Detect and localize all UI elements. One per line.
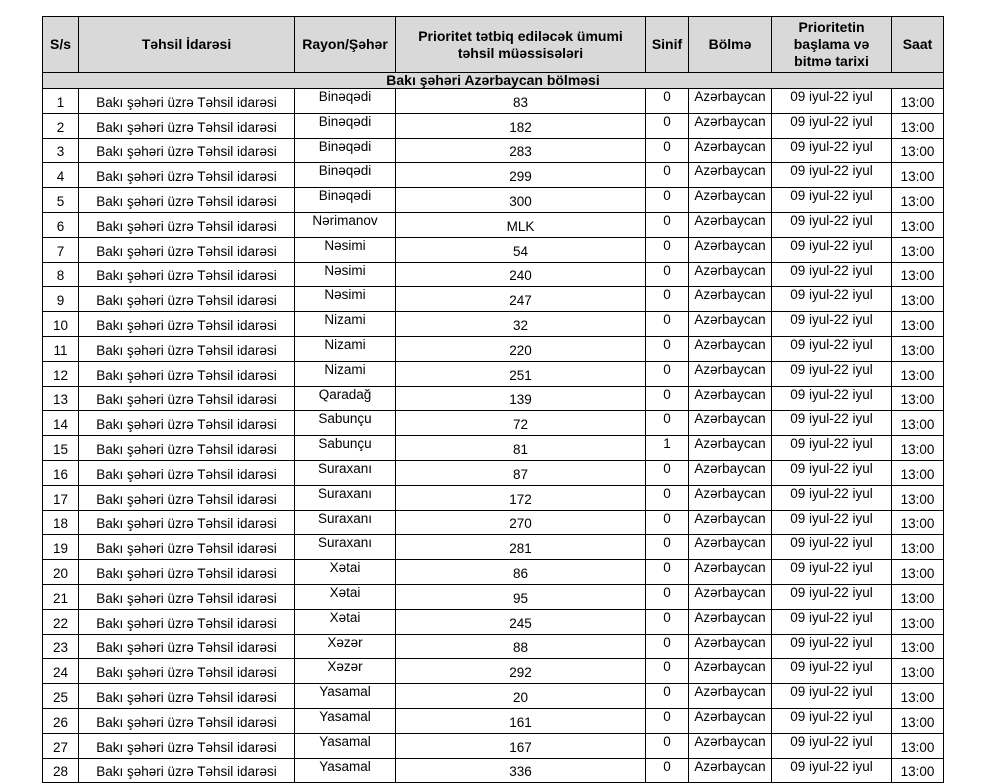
table-row	[43, 113, 944, 138]
table-row	[43, 287, 944, 312]
cell-section: Azərbaycan	[689, 460, 772, 485]
cell-ss: 11	[43, 336, 79, 361]
cell-office: Bakı şəhəri üzrə Təhsil idarəsi	[79, 411, 295, 436]
cell-time: 13:00	[892, 287, 944, 312]
cell-dates: 09 iyul-22 iyul	[772, 411, 892, 436]
cell-time: 13:00	[892, 312, 944, 337]
cell-office: Bakı şəhəri üzrə Təhsil idarəsi	[79, 659, 295, 684]
cell-dates: 09 iyul-22 iyul	[772, 634, 892, 659]
cell-ss: 17	[43, 485, 79, 510]
table-row	[43, 535, 944, 560]
header-section: Bölmə	[689, 17, 772, 73]
cell-time: 13:00	[892, 758, 944, 783]
table-row	[43, 262, 944, 287]
cell-dates: 09 iyul-22 iyul	[772, 336, 892, 361]
cell-school: 283	[396, 138, 646, 163]
cell-grade: 0	[646, 485, 689, 510]
table-row	[43, 336, 944, 361]
cell-district: Yasamal	[295, 684, 396, 709]
cell-school: 20	[396, 684, 646, 709]
header-grade: Sinif	[646, 17, 689, 73]
cell-section: Azərbaycan	[689, 312, 772, 337]
cell-dates: 09 iyul-22 iyul	[772, 758, 892, 783]
cell-section: Azərbaycan	[689, 535, 772, 560]
cell-school: 240	[396, 262, 646, 287]
cell-district: Nizami	[295, 361, 396, 386]
cell-office: Bakı şəhəri üzrə Təhsil idarəsi	[79, 535, 295, 560]
header-dates-line2: başlama və	[793, 36, 870, 52]
cell-district: Nəsimi	[295, 262, 396, 287]
cell-time: 13:00	[892, 485, 944, 510]
table-row	[43, 758, 944, 783]
cell-ss: 1	[43, 89, 79, 114]
cell-school: 299	[396, 163, 646, 188]
cell-section: Azərbaycan	[689, 262, 772, 287]
cell-school: 54	[396, 237, 646, 262]
cell-school: 87	[396, 460, 646, 485]
cell-time: 13:00	[892, 733, 944, 758]
cell-office: Bakı şəhəri üzrə Təhsil idarəsi	[79, 262, 295, 287]
cell-grade: 0	[646, 634, 689, 659]
cell-office: Bakı şəhəri üzrə Təhsil idarəsi	[79, 361, 295, 386]
cell-section: Azərbaycan	[689, 510, 772, 535]
cell-school: 72	[396, 411, 646, 436]
cell-school: 83	[396, 89, 646, 114]
cell-section: Azərbaycan	[689, 287, 772, 312]
cell-office: Bakı şəhəri üzrə Təhsil idarəsi	[79, 237, 295, 262]
cell-section: Azərbaycan	[689, 609, 772, 634]
cell-dates: 09 iyul-22 iyul	[772, 138, 892, 163]
cell-time: 13:00	[892, 436, 944, 461]
cell-office: Bakı şəhəri üzrə Təhsil idarəsi	[79, 510, 295, 535]
table-row	[43, 684, 944, 709]
cell-time: 13:00	[892, 386, 944, 411]
cell-ss: 13	[43, 386, 79, 411]
document-page	[42, 16, 944, 783]
cell-section: Azərbaycan	[689, 212, 772, 237]
cell-office: Bakı şəhəri üzrə Təhsil idarəsi	[79, 460, 295, 485]
cell-section: Azərbaycan	[689, 237, 772, 262]
cell-grade: 0	[646, 386, 689, 411]
cell-ss: 8	[43, 262, 79, 287]
cell-school: 86	[396, 560, 646, 585]
cell-district: Suraxanı	[295, 460, 396, 485]
cell-district: Nizami	[295, 336, 396, 361]
cell-district: Nizami	[295, 312, 396, 337]
cell-time: 13:00	[892, 609, 944, 634]
cell-school: 139	[396, 386, 646, 411]
cell-ss: 20	[43, 560, 79, 585]
cell-school: 245	[396, 609, 646, 634]
cell-section: Azərbaycan	[689, 684, 772, 709]
cell-ss: 4	[43, 163, 79, 188]
table-row	[43, 485, 944, 510]
cell-school: 247	[396, 287, 646, 312]
cell-dates: 09 iyul-22 iyul	[772, 212, 892, 237]
cell-ss: 19	[43, 535, 79, 560]
cell-dates: 09 iyul-22 iyul	[772, 312, 892, 337]
cell-school: 182	[396, 113, 646, 138]
cell-school: 161	[396, 708, 646, 733]
cell-ss: 18	[43, 510, 79, 535]
table-row	[43, 659, 944, 684]
cell-grade: 0	[646, 460, 689, 485]
cell-ss: 15	[43, 436, 79, 461]
table-row	[43, 386, 944, 411]
cell-dates: 09 iyul-22 iyul	[772, 733, 892, 758]
cell-dates: 09 iyul-22 iyul	[772, 436, 892, 461]
cell-ss: 25	[43, 684, 79, 709]
cell-section: Azərbaycan	[689, 411, 772, 436]
cell-district: Sabunçu	[295, 411, 396, 436]
cell-district: Xətai	[295, 584, 396, 609]
cell-district: Yasamal	[295, 733, 396, 758]
cell-district: Nərimanov	[295, 212, 396, 237]
cell-time: 13:00	[892, 89, 944, 114]
cell-dates: 09 iyul-22 iyul	[772, 188, 892, 213]
cell-school: MLK	[396, 212, 646, 237]
cell-office: Bakı şəhəri üzrə Təhsil idarəsi	[79, 287, 295, 312]
cell-ss: 12	[43, 361, 79, 386]
cell-dates: 09 iyul-22 iyul	[772, 535, 892, 560]
cell-ss: 27	[43, 733, 79, 758]
cell-section: Azərbaycan	[689, 113, 772, 138]
cell-office: Bakı şəhəri üzrə Təhsil idarəsi	[79, 138, 295, 163]
table-row	[43, 361, 944, 386]
table-row	[43, 212, 944, 237]
header-time: Saat	[892, 17, 944, 73]
cell-time: 13:00	[892, 510, 944, 535]
cell-office: Bakı şəhəri üzrə Təhsil idarəsi	[79, 485, 295, 510]
cell-ss: 28	[43, 758, 79, 783]
header-office: Təhsil İdarəsi	[79, 17, 295, 73]
cell-time: 13:00	[892, 535, 944, 560]
header-dates-line3: bitmə tarixi	[794, 53, 869, 69]
cell-dates: 09 iyul-22 iyul	[772, 609, 892, 634]
cell-section: Azərbaycan	[689, 659, 772, 684]
cell-district: Xəzər	[295, 659, 396, 684]
cell-office: Bakı şəhəri üzrə Təhsil idarəsi	[79, 684, 295, 709]
cell-office: Bakı şəhəri üzrə Təhsil idarəsi	[79, 758, 295, 783]
cell-ss: 9	[43, 287, 79, 312]
header-dates-line1: Prioritetin	[798, 19, 865, 35]
cell-section: Azərbaycan	[689, 336, 772, 361]
cell-time: 13:00	[892, 684, 944, 709]
cell-district: Xətai	[295, 609, 396, 634]
header-ss: S/s	[43, 17, 79, 73]
cell-time: 13:00	[892, 460, 944, 485]
cell-section: Azərbaycan	[689, 485, 772, 510]
cell-time: 13:00	[892, 163, 944, 188]
cell-time: 13:00	[892, 237, 944, 262]
cell-dates: 09 iyul-22 iyul	[772, 510, 892, 535]
cell-grade: 0	[646, 312, 689, 337]
cell-section: Azərbaycan	[689, 163, 772, 188]
cell-office: Bakı şəhəri üzrə Təhsil idarəsi	[79, 560, 295, 585]
cell-grade: 0	[646, 684, 689, 709]
cell-school: 88	[396, 634, 646, 659]
header-school-line1: Prioritet tətbiq ediləcək ümumi	[418, 27, 623, 44]
cell-district: Nəsimi	[295, 287, 396, 312]
cell-district: Binəqədi	[295, 113, 396, 138]
cell-school: 172	[396, 485, 646, 510]
cell-grade: 0	[646, 163, 689, 188]
cell-grade: 0	[646, 510, 689, 535]
cell-section: Azərbaycan	[689, 584, 772, 609]
cell-district: Binəqədi	[295, 138, 396, 163]
table-row	[43, 411, 944, 436]
cell-time: 13:00	[892, 708, 944, 733]
cell-district: Binəqədi	[295, 163, 396, 188]
cell-grade: 0	[646, 535, 689, 560]
cell-district: Suraxanı	[295, 510, 396, 535]
cell-office: Bakı şəhəri üzrə Təhsil idarəsi	[79, 212, 295, 237]
cell-dates: 09 iyul-22 iyul	[772, 708, 892, 733]
cell-grade: 0	[646, 113, 689, 138]
cell-time: 13:00	[892, 411, 944, 436]
cell-district: Yasamal	[295, 758, 396, 783]
cell-grade: 0	[646, 708, 689, 733]
cell-dates: 09 iyul-22 iyul	[772, 113, 892, 138]
table-row	[43, 609, 944, 634]
table-row	[43, 584, 944, 609]
cell-time: 13:00	[892, 262, 944, 287]
table-row	[43, 733, 944, 758]
cell-grade: 0	[646, 361, 689, 386]
cell-dates: 09 iyul-22 iyul	[772, 262, 892, 287]
cell-office: Bakı şəhəri üzrə Təhsil idarəsi	[79, 708, 295, 733]
cell-time: 13:00	[892, 336, 944, 361]
cell-time: 13:00	[892, 113, 944, 138]
section-title: Bakı şəhəri Azərbaycan bölməsi	[43, 73, 944, 89]
header-school	[396, 17, 646, 73]
cell-district: Suraxanı	[295, 485, 396, 510]
table-row	[43, 312, 944, 337]
cell-grade: 0	[646, 659, 689, 684]
cell-section: Azərbaycan	[689, 138, 772, 163]
cell-office: Bakı şəhəri üzrə Təhsil idarəsi	[79, 163, 295, 188]
cell-grade: 0	[646, 188, 689, 213]
cell-school: 281	[396, 535, 646, 560]
cell-section: Azərbaycan	[689, 361, 772, 386]
cell-ss: 10	[43, 312, 79, 337]
cell-school: 270	[396, 510, 646, 535]
cell-dates: 09 iyul-22 iyul	[772, 361, 892, 386]
cell-school: 95	[396, 584, 646, 609]
cell-grade: 0	[646, 584, 689, 609]
cell-school: 81	[396, 436, 646, 461]
table-row	[43, 708, 944, 733]
table-row	[43, 237, 944, 262]
cell-office: Bakı şəhəri üzrə Təhsil idarəsi	[79, 386, 295, 411]
cell-office: Bakı şəhəri üzrə Təhsil idarəsi	[79, 609, 295, 634]
cell-district: Sabunçu	[295, 436, 396, 461]
cell-ss: 21	[43, 584, 79, 609]
cell-section: Azərbaycan	[689, 436, 772, 461]
cell-office: Bakı şəhəri üzrə Təhsil idarəsi	[79, 584, 295, 609]
cell-school: 251	[396, 361, 646, 386]
cell-dates: 09 iyul-22 iyul	[772, 386, 892, 411]
cell-district: Nəsimi	[295, 237, 396, 262]
header-dates	[772, 17, 892, 73]
cell-office: Bakı şəhəri üzrə Təhsil idarəsi	[79, 336, 295, 361]
cell-office: Bakı şəhəri üzrə Təhsil idarəsi	[79, 634, 295, 659]
cell-district: Binəqədi	[295, 89, 396, 114]
cell-time: 13:00	[892, 584, 944, 609]
cell-ss: 2	[43, 113, 79, 138]
cell-grade: 0	[646, 336, 689, 361]
cell-ss: 5	[43, 188, 79, 213]
cell-grade: 1	[646, 436, 689, 461]
cell-dates: 09 iyul-22 iyul	[772, 485, 892, 510]
cell-ss: 22	[43, 609, 79, 634]
cell-section: Azərbaycan	[689, 560, 772, 585]
cell-district: Binəqədi	[295, 188, 396, 213]
cell-time: 13:00	[892, 659, 944, 684]
cell-district: Xəzər	[295, 634, 396, 659]
cell-office: Bakı şəhəri üzrə Təhsil idarəsi	[79, 436, 295, 461]
cell-time: 13:00	[892, 212, 944, 237]
cell-grade: 0	[646, 560, 689, 585]
cell-section: Azərbaycan	[689, 89, 772, 114]
table-header	[43, 17, 944, 73]
cell-district: Xətai	[295, 560, 396, 585]
cell-time: 13:00	[892, 138, 944, 163]
table-row	[43, 510, 944, 535]
cell-dates: 09 iyul-22 iyul	[772, 460, 892, 485]
cell-grade: 0	[646, 609, 689, 634]
table-row	[43, 460, 944, 485]
cell-office: Bakı şəhəri üzrə Təhsil idarəsi	[79, 89, 295, 114]
table-row	[43, 163, 944, 188]
cell-grade: 0	[646, 89, 689, 114]
cell-grade: 0	[646, 758, 689, 783]
cell-section: Azərbaycan	[689, 188, 772, 213]
table-row	[43, 436, 944, 461]
cell-ss: 6	[43, 212, 79, 237]
header-district: Rayon/Şəhər	[295, 17, 396, 73]
cell-office: Bakı şəhəri üzrə Təhsil idarəsi	[79, 733, 295, 758]
cell-grade: 0	[646, 733, 689, 758]
cell-section: Azərbaycan	[689, 386, 772, 411]
cell-school: 220	[396, 336, 646, 361]
cell-school: 32	[396, 312, 646, 337]
cell-district: Suraxanı	[295, 535, 396, 560]
cell-dates: 09 iyul-22 iyul	[772, 89, 892, 114]
table-row	[43, 634, 944, 659]
cell-school: 336	[396, 758, 646, 783]
table-row	[43, 89, 944, 114]
cell-section: Azərbaycan	[689, 708, 772, 733]
cell-ss: 14	[43, 411, 79, 436]
cell-school: 292	[396, 659, 646, 684]
cell-dates: 09 iyul-22 iyul	[772, 684, 892, 709]
cell-ss: 23	[43, 634, 79, 659]
cell-office: Bakı şəhəri üzrə Təhsil idarəsi	[79, 188, 295, 213]
cell-time: 13:00	[892, 560, 944, 585]
section-row	[43, 73, 944, 89]
cell-ss: 16	[43, 460, 79, 485]
cell-time: 13:00	[892, 188, 944, 213]
cell-dates: 09 iyul-22 iyul	[772, 237, 892, 262]
cell-grade: 0	[646, 262, 689, 287]
cell-dates: 09 iyul-22 iyul	[772, 287, 892, 312]
cell-time: 13:00	[892, 361, 944, 386]
cell-grade: 0	[646, 138, 689, 163]
cell-section: Azərbaycan	[689, 634, 772, 659]
cell-section: Azərbaycan	[689, 758, 772, 783]
cell-grade: 0	[646, 212, 689, 237]
cell-ss: 7	[43, 237, 79, 262]
cell-office: Bakı şəhəri üzrə Təhsil idarəsi	[79, 113, 295, 138]
cell-grade: 0	[646, 287, 689, 312]
cell-school: 167	[396, 733, 646, 758]
table-row	[43, 188, 944, 213]
cell-dates: 09 iyul-22 iyul	[772, 560, 892, 585]
table-body	[43, 73, 944, 783]
cell-grade: 0	[646, 237, 689, 262]
cell-school: 300	[396, 188, 646, 213]
schedule-table	[42, 16, 944, 783]
cell-dates: 09 iyul-22 iyul	[772, 163, 892, 188]
cell-dates: 09 iyul-22 iyul	[772, 659, 892, 684]
cell-section: Azərbaycan	[689, 733, 772, 758]
header-school-line2: təhsil müəssisələri	[457, 44, 584, 61]
cell-district: Qaradağ	[295, 386, 396, 411]
cell-time: 13:00	[892, 634, 944, 659]
cell-district: Yasamal	[295, 708, 396, 733]
table-row	[43, 138, 944, 163]
table-row	[43, 560, 944, 585]
cell-grade: 0	[646, 411, 689, 436]
cell-ss: 3	[43, 138, 79, 163]
cell-ss: 24	[43, 659, 79, 684]
cell-dates: 09 iyul-22 iyul	[772, 584, 892, 609]
cell-ss: 26	[43, 708, 79, 733]
cell-office: Bakı şəhəri üzrə Təhsil idarəsi	[79, 312, 295, 337]
